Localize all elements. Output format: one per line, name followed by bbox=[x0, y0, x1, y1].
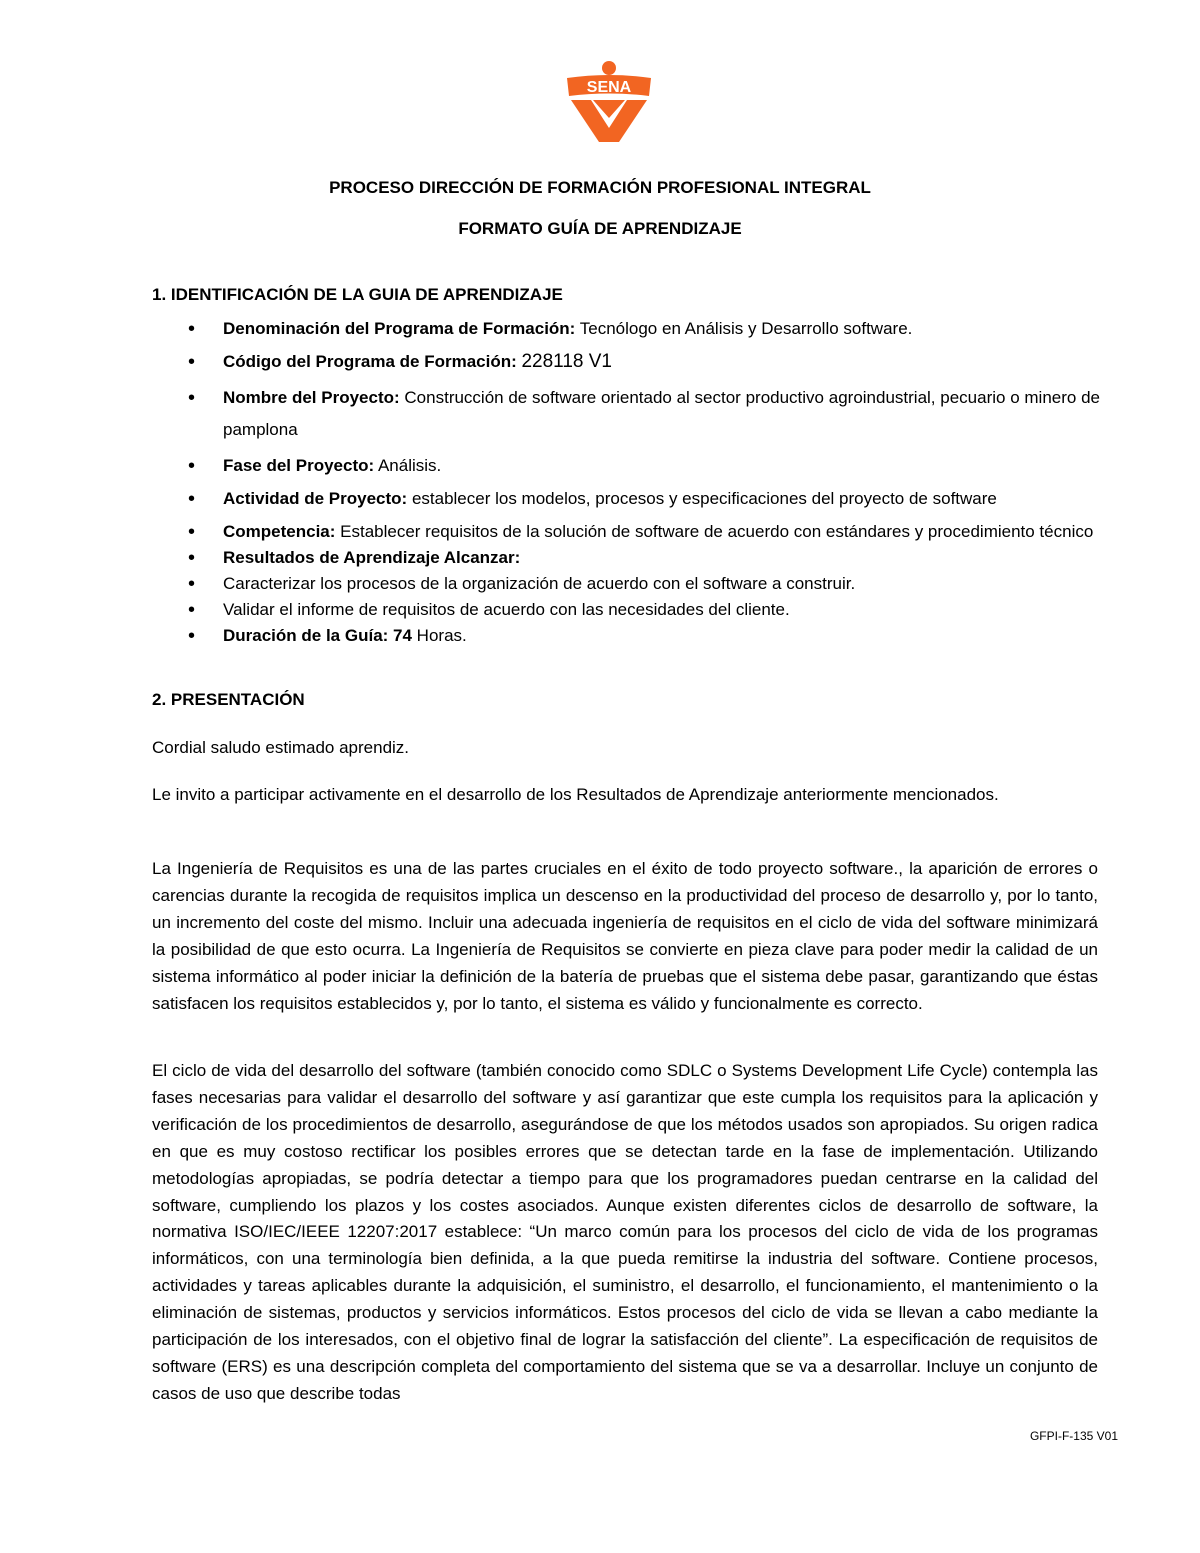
list-item: • Actividad de Proyecto: establecer los modelos, procesos y especificaciones del proyecto de software bbox=[188, 486, 1100, 512]
section-1-heading: 1. IDENTIFICACIÓN DE LA GUIA DE APRENDIZAJE bbox=[152, 285, 563, 304]
greeting-paragraph: Cordial saludo estimado aprendiz. bbox=[152, 738, 410, 757]
sena-logo bbox=[563, 60, 655, 142]
footer-code: GFPI-F-135 V01 bbox=[1029, 1429, 1118, 1443]
list-item: • Nombre del Proyecto: Construcción de software orientado al sector productivo agroindustrial, pecuario o minero de pamplona bbox=[188, 382, 1100, 446]
document-title: PROCESO DIRECCIÓN DE FORMACIÓN PROFESIONAL INTEGRAL bbox=[329, 178, 871, 197]
logo-text: SENA bbox=[586, 79, 632, 96]
list-item: • Validar el informe de requisitos de acuerdo con las necesidades del cliente. bbox=[188, 597, 1100, 623]
list-item: • Competencia: Establecer requisitos de la solución de software de acuerdo con estándares y procedimiento técnico bbox=[188, 519, 1100, 545]
requirements-paragraph: La Ingeniería de Requisitos es una de las partes cruciales en el éxito de todo proyecto software., la aparición de errores o carencias durante la recogida de requisitos implica un descenso en la productividad del proceso de desarrollo y, por lo tanto, un incremento del coste del mismo. Incluir una adecuada ingeniería de requisitos en el ciclo de vida del software minimizará la posibilidad de que esto ocurra. La Ingeniería de Requisitos se convierte en pieza clave para poder medir la calidad de un sistema informático al poder iniciar la definición de la batería de pruebas que el sistema debe pasar, garantizando que éstas satisfacen los requisitos establecidos y, por lo tanto, el sistema es válido y funcionalmente es correcto. bbox=[152, 859, 1098, 1013]
list-item: • Duración de la Guía: 74 Horas. bbox=[188, 623, 1100, 649]
logo-dot bbox=[602, 61, 616, 75]
invite-paragraph: Le invito a participar activamente en el desarrollo de los Resultados de Aprendizaje anteriormente mencionados. bbox=[152, 785, 999, 804]
identification-list bbox=[188, 316, 1100, 649]
list-item: • Caracterizar los procesos de la organización de acuerdo con el software a construir. bbox=[188, 571, 1100, 597]
section-2-heading: 2. PRESENTACIÓN bbox=[152, 690, 305, 709]
logo-figure bbox=[571, 100, 647, 142]
list-item: • Denominación del Programa de Formación: Tecnólogo en Análisis y Desarrollo software. bbox=[188, 316, 1100, 342]
list-item: • Resultados de Aprendizaje Alcanzar: bbox=[188, 545, 1100, 571]
sdlc-paragraph: El ciclo de vida del desarrollo del software (también conocido como SDLC o Systems Development Life Cycle) contempla las fases necesarias para validar el desarrollo del software y así garantizar que este cumpla los requisitos para la aplicación y verificación de los procedimientos de desarrollo, asegurándose de que los métodos usados son apropiados. Su origen radica en que es muy costoso rectificar los posibles errores que se detectan tarde en la fase de implementación. Utilizando metodologías apropiadas, se podría detectar a tiempo para que los programadores puedan centrarse en la calidad del software, cumpliendo los plazos y los costes asociados. Aunque existen diferentes ciclos de desarrollo de software, la normativa ISO/IEC/IEEE 12207:2017 establece: “Un marco común para los procesos del ciclo de vida de los programas informáticos, con una terminología bien definida, a la que pueda remitirse la industria del software. Contiene procesos, actividades y tareas aplicables durante la adquisición, el suministro, el desarrollo, el funcionamiento, el mantenimiento o la eliminación de sistemas, productos y servicios informáticos. Estos procesos del ciclo de vida se llevan a cabo mediante la participación de los interesados, con el objetivo final de lograr la satisfacción del cliente”. La especificación de requisitos de software (ERS) es una descripción completa del comportamiento del sistema que se va a desarrollar. Incluye un conjunto de casos de uso que describe todas bbox=[152, 1061, 1098, 1403]
list-item: • Código del Programa de Formación: 228118 V1 bbox=[188, 349, 1100, 375]
document-subtitle: FORMATO GUÍA DE APRENDIZAJE bbox=[458, 219, 742, 238]
list-item: • Fase del Proyecto: Análisis. bbox=[188, 453, 1100, 479]
